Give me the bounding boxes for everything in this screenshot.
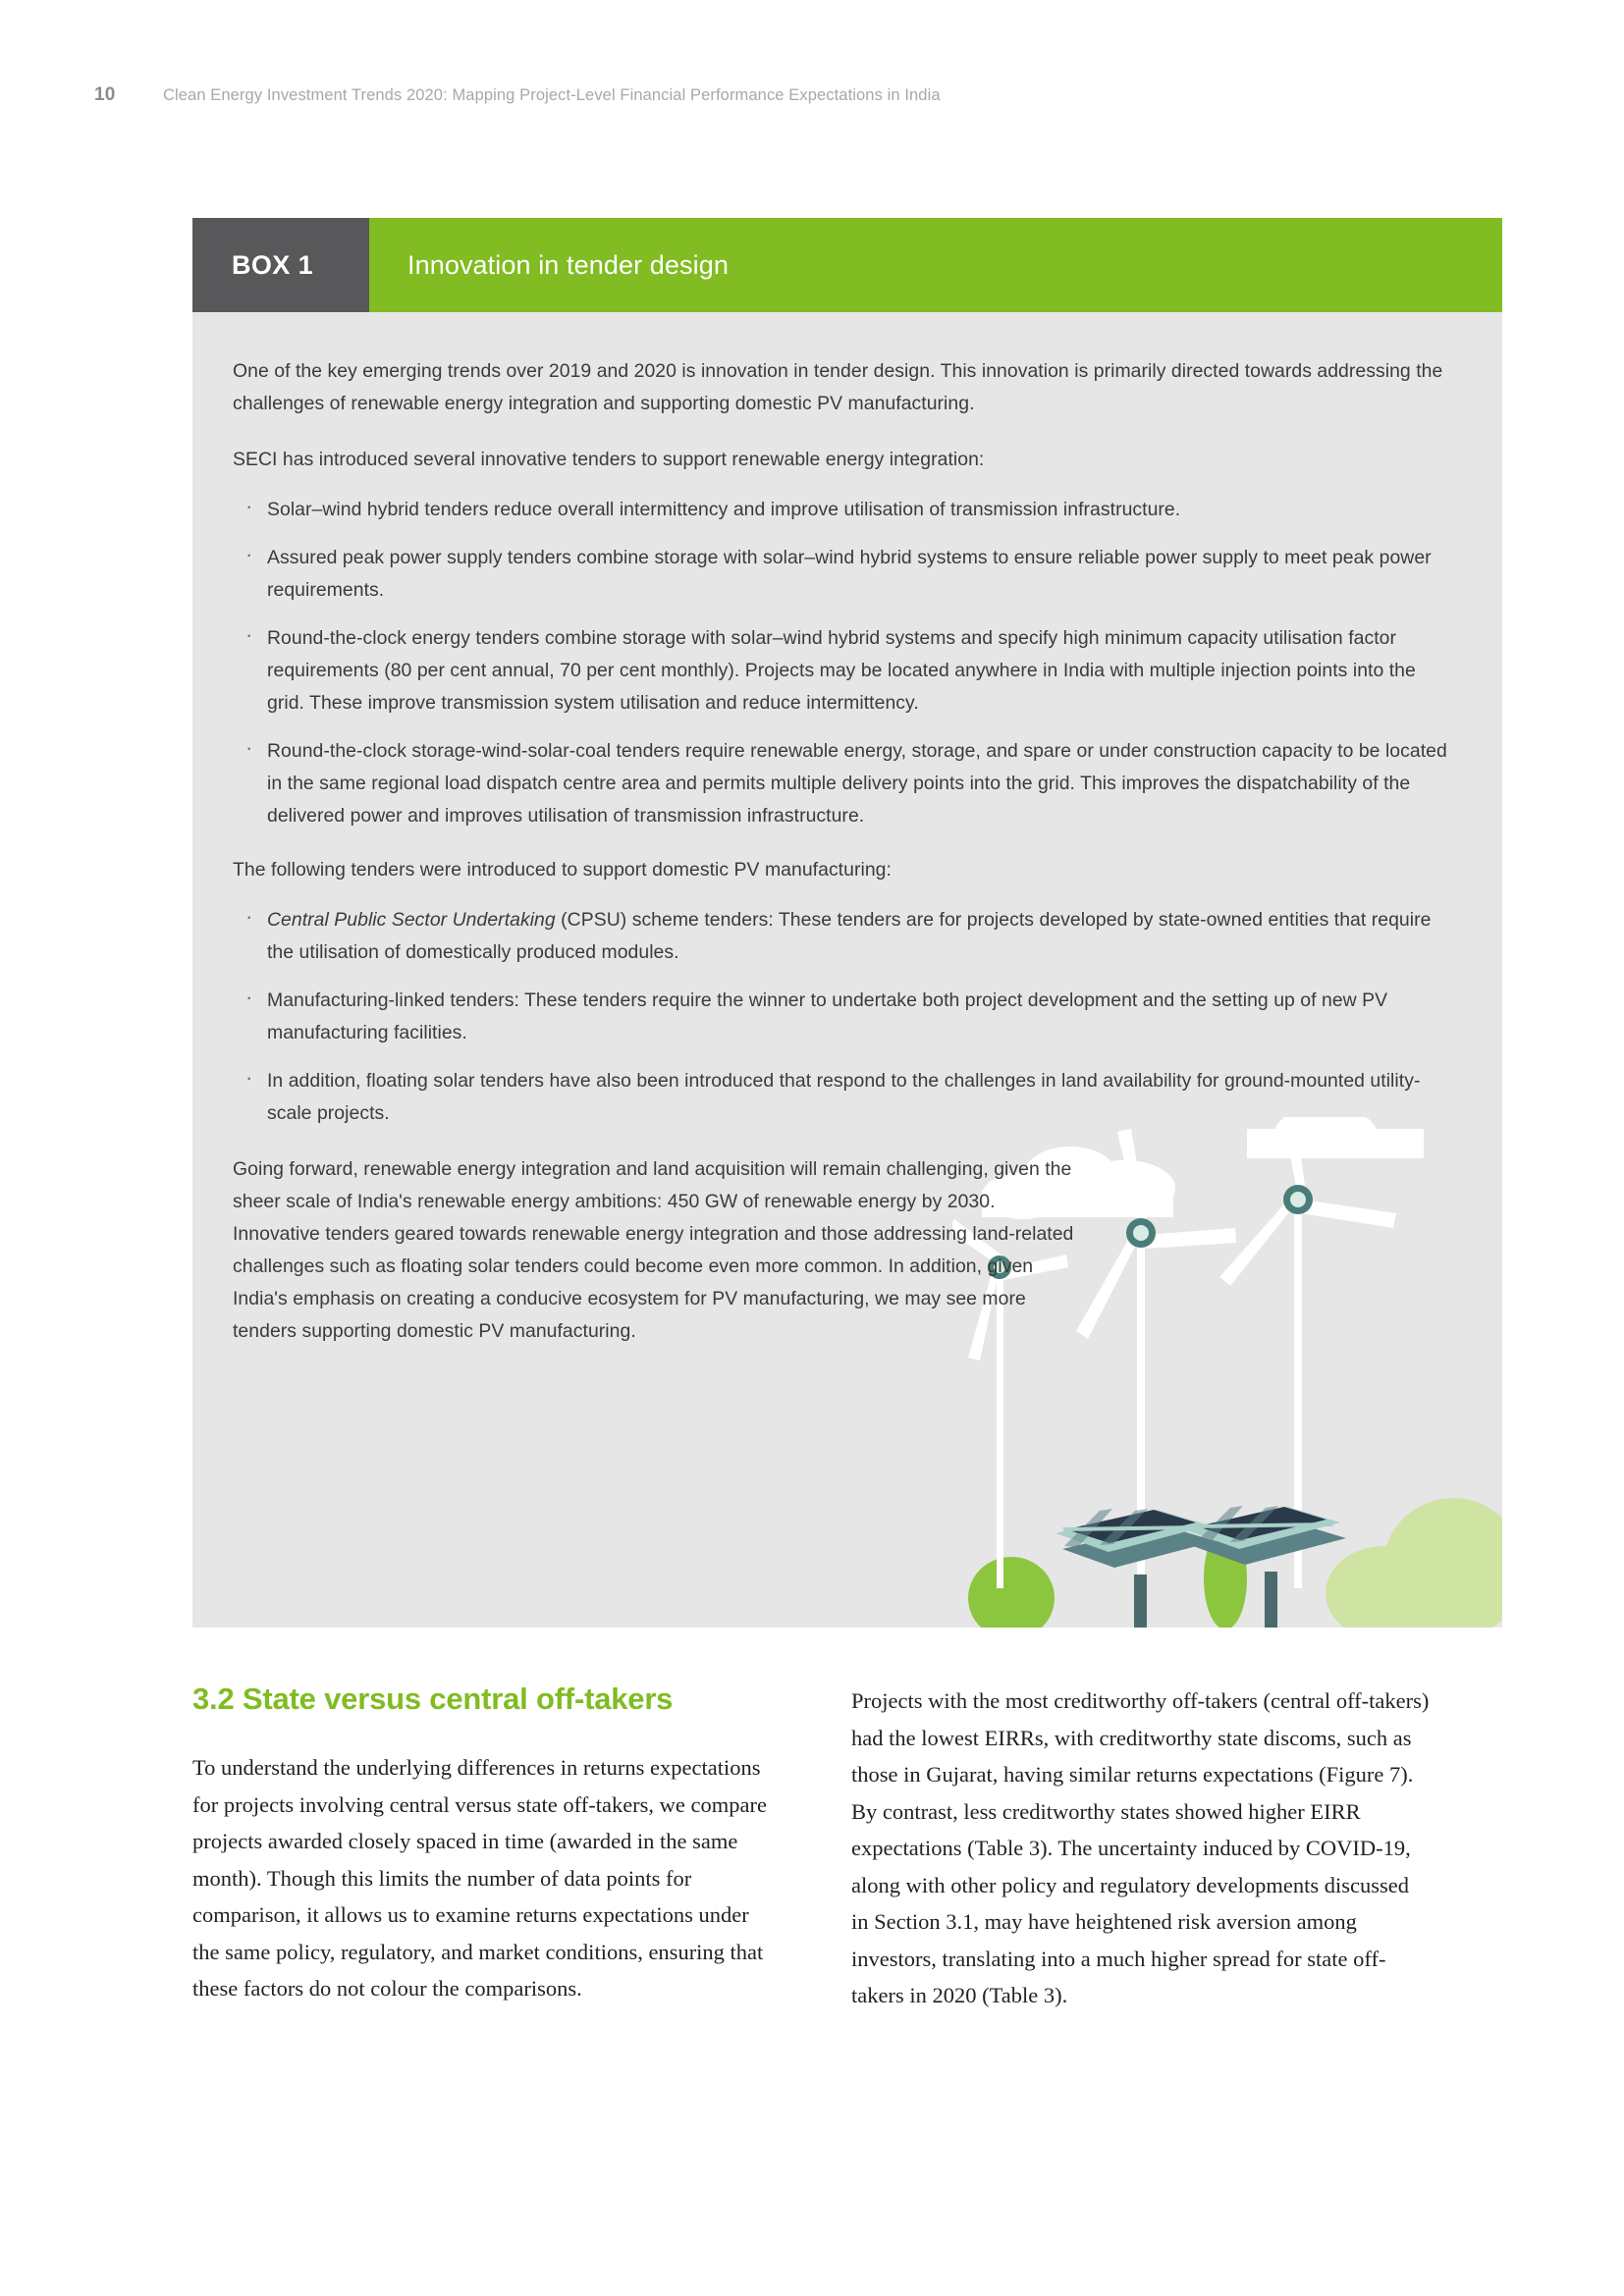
- right-column: [851, 1681, 1432, 2014]
- section-heading: 3.2 State versus central off-takers: [192, 1682, 674, 1716]
- list-item: [233, 985, 1455, 1049]
- manufacturing-bullet-list: [233, 904, 1455, 1130]
- list-item: · Round-the-clock storage-wind-solar-coal tenders require renewable energy, storage, and spare or under construction capacity to be located in the same regional load dispatch centre area and permits multiple delivery points into the grid. This improves the dispatchability of the delivered power and improves utilisation of transmission infrastructure.: [233, 735, 1455, 832]
- list-item-text: (CPSU) scheme tenders: These tenders are for projects developed by state-owned entities that require the utilisation of domestically produced modules.: [267, 909, 1432, 963]
- list-item: [233, 904, 1455, 969]
- box-manufacturing-lead: The following tenders were introduced to support domestic PV manufacturing:: [233, 859, 892, 881]
- box-content: [233, 355, 1455, 1348]
- page-running-header: [94, 84, 1530, 110]
- bush-shape: [968, 1498, 1502, 1628]
- list-item: · Solar–wind hybrid tenders reduce overall intermittency and improve utilisation of transmission infrastructure.: [233, 494, 1455, 526]
- box-header-bar: [192, 218, 1502, 312]
- list-item-text: Manufacturing-linked tenders: These tenders require the winner to undertake both project development and the setting up of new PV manufacturing facilities.: [267, 989, 1388, 1043]
- box-body: [192, 312, 1502, 1628]
- box-label: BOX 1: [192, 218, 369, 312]
- box-integration-lead: SECI has introduced several innovative tenders to support renewable energy integration:: [233, 449, 985, 470]
- list-item-italic-lead: Central Public Sector Undertaking: [267, 909, 556, 931]
- box-title: Innovation in tender design: [369, 218, 1502, 312]
- left-column-paragraph: To understand the underlying differences in returns expectations for projects involving central versus state off-takers, we compare projects awarded closely spaced in time (awarded in the same month). Though this limits the number of data points for comparison, it allows us to examine returns expectations under the same policy, regulatory, and market conditions, ensuring that these factors do not colour the comparisons.: [192, 1755, 767, 2001]
- page-number: 10: [94, 84, 116, 105]
- section-3-2: [192, 1681, 1432, 2014]
- list-item: · Assured peak power supply tenders combine storage with solar–wind hybrid systems to ensure reliable power supply to meet peak power requirements.: [233, 542, 1455, 607]
- right-column-paragraph: Projects with the most creditworthy off-takers (central off-takers) had the lowest EIRRs, with creditworthy state discoms, such as those in Gujarat, having similar returns expectations (Figure 7). By contrast, less creditworthy states showed higher EIRR expectations (Table 3). The uncertainty induced by COVID-19, along with other policy and regulatory developments discussed in Section 3.1, may have heightened risk aversion among investors, translating into a much higher spread for state off-takers in 2020 (Table 3).: [851, 1688, 1430, 2007]
- document-title: Clean Energy Investment Trends 2020: Mapping Project-Level Financial Performance Expectations in India: [163, 86, 941, 104]
- left-column: [192, 1681, 773, 2014]
- list-item: [233, 1065, 1455, 1130]
- box-closing-paragraph: Going forward, renewable energy integration and land acquisition will remain challenging, given the sheer scale of India's renewable energy ambitions: 450 GW of renewable energy by 2030. Innovative tenders geared towards renewable energy integration and those addressing land-related challenges such as floating solar tenders could become even more common. In addition, given India's emphasis on creating a conducive ecosystem for PV manufacturing, we may see more tenders supporting domestic PV manufacturing.: [233, 1158, 1074, 1342]
- solar-panel-icon: [1056, 1509, 1216, 1628]
- box-1-callout: [192, 218, 1502, 1628]
- integration-bullet-list: [233, 494, 1455, 832]
- list-item-text: In addition, floating solar tenders have also been introduced that respond to the challenges in land availability for ground-mounted utility-scale projects.: [267, 1070, 1421, 1124]
- box-intro-paragraph: One of the key emerging trends over 2019 and 2020 is innovation in tender design. This innovation is primarily directed towards addressing the challenges of renewable energy integration and supporting domestic PV manufacturing.: [233, 360, 1443, 414]
- list-item: · Round-the-clock energy tenders combine storage with solar–wind hybrid systems and specify high minimum capacity utilisation factor requirements (80 per cent annual, 70 per cent monthly). Projects may be located anywhere in India with multiple injection points into the grid. These improve transmission system utilisation and reduce intermittency.: [233, 622, 1455, 720]
